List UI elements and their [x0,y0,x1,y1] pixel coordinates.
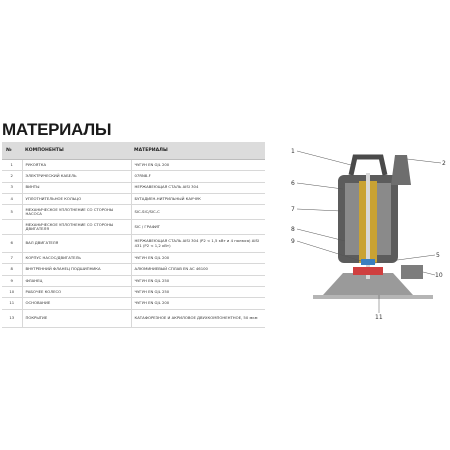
table-row [2,220,265,235]
table-row [2,171,265,182]
callout-10: 10 [435,272,443,279]
callout-1: 1 [291,148,295,155]
row-material: ЧУГУН EN GJL 250 [131,287,265,298]
impeller [353,267,383,275]
row-material: КАТАФОРЕЗНОЕ И АКРИЛОВОЕ ДВУХКОМПОНЕНТНОЕ, 50 мкм [131,309,265,327]
row-number: 13 [2,309,22,327]
row-number: 1 [2,160,22,171]
table-row [2,160,265,171]
row-component: РАБОЧЕЕ КОЛЕСО [22,287,131,298]
row-component: ПОКРЫТИЕ [22,309,131,327]
row-material: ЧУГУН EN GJL 200 [131,253,265,264]
row-number: 8 [2,264,22,275]
table-row [2,287,265,298]
row-material: НЕРЖАВЕЮЩАЯ СТАЛЬ AISI 304 [131,182,265,193]
table-row [2,275,265,286]
table-row [2,309,265,327]
row-material: БУТАДИЕН-НИТРИЛЬНЫЙ КАУЧУК [131,193,265,204]
row-component: ВАЛ ДВИГАТЕЛЯ [22,235,131,253]
table-row [2,264,265,275]
row-component: ОСНОВАНИЕ [22,298,131,309]
row-component: МЕХАНИЧЕСКОЕ УПЛОТНЕНИЕ СО СТОРОНЫ НАСОСА [22,205,131,220]
callout-2: 2 [442,160,446,167]
header-components: КОМПОНЕНТЫ [22,142,131,160]
row-component: УПЛОТНИТЕЛЬНОЕ КОЛЬЦО [22,193,131,204]
row-material: 07RN8-F [131,171,265,182]
callout-11: 11 [375,314,383,320]
row-component: ФЛАНЕЦ [22,275,131,286]
header-number: № [2,142,22,160]
row-component: ВИНТЫ [22,182,131,193]
row-component: КОРПУС НАСОС/ДВИГАТЕЛЬ [22,253,131,264]
table-header-row [2,142,265,160]
table-row [2,298,265,309]
row-number: 7 [2,253,22,264]
table-row [2,182,265,193]
row-number [2,220,22,235]
base-plate [313,295,433,299]
row-component: РУКОЯТКА [22,160,131,171]
materials-table [2,142,265,328]
table-row [2,253,265,264]
row-number: 5 [2,205,22,220]
row-material: SIC / ГРАФИТ [131,220,265,235]
header-materials: МАТЕРИАЛЫ [131,142,265,160]
row-material: ЧУГУН EN GJL 200 [131,298,265,309]
handle [351,157,385,175]
row-component: МЕХАНИЧЕСКОЕ УПЛОТНЕНИЕ СО СТОРОНЫ ДВИГАТЕЛЯ [22,220,131,235]
callout-7: 7 [291,206,295,213]
row-component: ВНУТРЕННИЙ ФЛАНЕЦ ПОДШИПНИКА [22,264,131,275]
callout-5: 5 [436,252,440,259]
row-number: 11 [2,298,22,309]
table-row [2,235,265,253]
table-row [2,193,265,204]
row-material: ЧУГУН EN GJL 250 [131,275,265,286]
callout-6: 6 [291,180,295,187]
discharge-flange [401,265,423,279]
mechanical-seal [361,259,375,265]
row-number: 3 [2,182,22,193]
row-material: ЧУГУН EN GJL 200 [131,160,265,171]
callout-9: 9 [291,238,295,245]
callout-8: 8 [291,226,295,233]
table-row [2,205,265,220]
row-material: АЛЮМИНИЕВЫЙ СПЛАВ EN AC 46100 [131,264,265,275]
row-number: 10 [2,287,22,298]
row-number: 2 [2,171,22,182]
cable-gland [391,155,411,185]
row-number: 9 [2,275,22,286]
row-number: 6 [2,235,22,253]
page-title: МАТЕРИАЛЫ [2,120,112,139]
pump-cross-section-drawing [283,145,448,320]
row-material: SIC-SIC/SIC-C [131,205,265,220]
row-component: ЭЛЕКТРИЧЕСКИЙ КАБЕЛЬ [22,171,131,182]
row-number: 4 [2,193,22,204]
row-material: НЕРЖАВЕЮЩАЯ СТАЛЬ AISI 304 (P2 < 1,5 кВт и 4 полюса) AISI 431 (P2 < 1,2 кВт) [131,235,265,253]
